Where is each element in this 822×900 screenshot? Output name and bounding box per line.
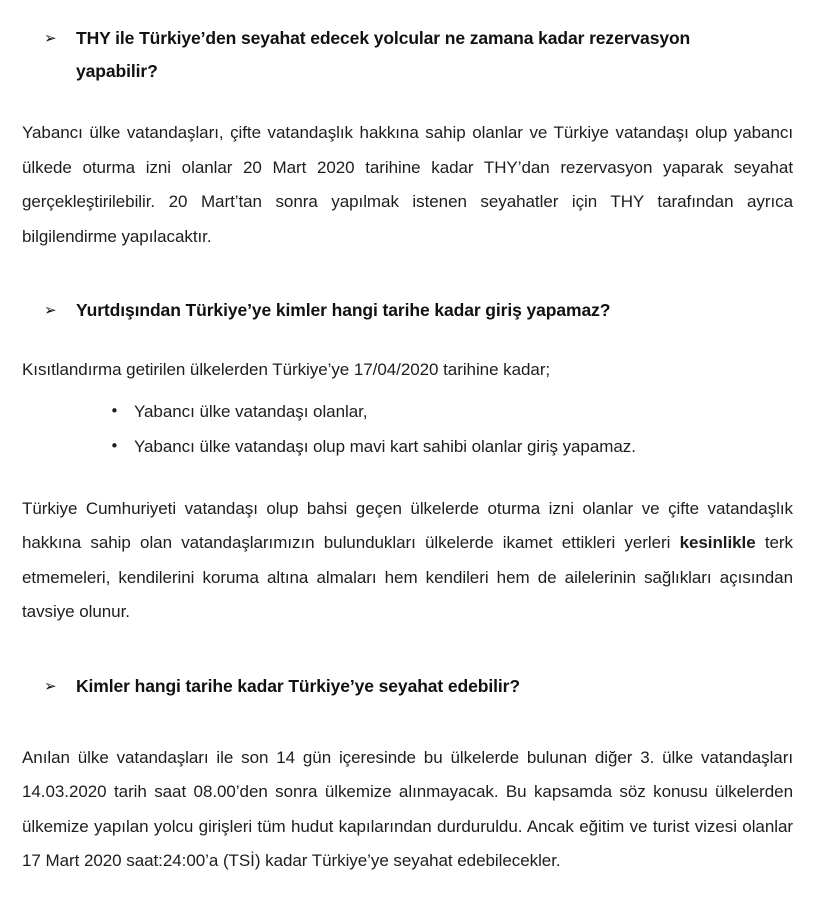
spacer-top xyxy=(0,0,822,22)
spacer-list-para3 xyxy=(0,464,822,492)
list-item-label: Yabancı ülke vatandaşı olanlar, xyxy=(134,401,368,421)
spacer-heading1-para1 xyxy=(0,88,822,116)
arrow-bullet-icon: ➢ xyxy=(44,301,57,319)
list-item xyxy=(0,394,822,429)
spacer-para3-heading3 xyxy=(0,630,822,670)
question-heading-2 xyxy=(0,294,822,327)
arrow-bullet-icon: ➢ xyxy=(44,29,57,47)
restriction-list xyxy=(0,394,822,464)
question-heading-3 xyxy=(0,670,822,703)
question-heading-1 xyxy=(0,22,822,88)
dot-bullet-icon: • xyxy=(110,436,119,455)
spacer-para1-heading2 xyxy=(0,254,822,294)
dot-bullet-icon: • xyxy=(110,401,119,420)
spacer-heading2-para2 xyxy=(0,327,822,353)
list-item-label: Yabancı ülke vatandaşı olup mavi kart sahibi olanlar giriş yapamaz. xyxy=(134,436,636,456)
answer-paragraph-3 xyxy=(0,492,822,630)
para3-segment-plain-2: terk etmemeleri, kendilerini koruma altına almaları hem kendileri hem de ailelerinin sağlıkları açısından tavsiye olunur. xyxy=(22,533,793,621)
question-heading-1-text: THY ile Türkiye’den seyahat edecek yolcular ne zamana kadar rezervasyon yapabilir? xyxy=(76,28,691,81)
question-heading-2-text: Yurtdışından Türkiye’ye kimler hangi tarihe kadar giriş yapamaz? xyxy=(76,300,611,320)
spacer-heading3-para4 xyxy=(0,703,822,741)
answer-paragraph-4: Anılan ülke vatandaşları ile son 14 gün içeresinde bu ülkelerde bulunan diğer 3. ülke vatandaşları 14.03.2020 tarih saat 08.00’den sonra ülkemize alınmayacak. Bu kapsamda söz konusu ülkelerden ülkemize yapılan yolcu girişleri tüm hudut kapılarından durduruldu. Ancak eğitim ve turist vizesi olanlar 17 Mart 2020 saat:24:00’a (TSİ) kadar Türkiye’ye seyahat edebilecekler. xyxy=(22,747,793,870)
arrow-bullet-icon: ➢ xyxy=(44,676,57,695)
para3-emphasis-kesinlikle: kesinlikle xyxy=(679,533,756,552)
question-heading-3-text: Kimler hangi tarihe kadar Türkiye’ye seyahat edebilir? xyxy=(76,675,520,696)
answer-paragraph-2-intro: Kısıtlandırma getirilen ülkelerden Türkiye’ye 17/04/2020 tarihine kadar; xyxy=(22,360,551,379)
list-item xyxy=(0,429,822,464)
answer-paragraph-1: Yabancı ülke vatandaşları, çifte vatandaşlık hakkına sahip olanlar ve Türkiye vatandaşı olup yabancı ülkede oturma izni olanlar 20 Mart 2020 tarihine kadar THY’dan rezervasyon yaparak seyahat gerçekleştirilebilir. 20 Mart’tan sonra yapılmak istenen seyahatler için THY tarafından ayrıca bilgilendirme yapılacaktır. xyxy=(22,123,793,246)
para3-segment-plain-1: Türkiye Cumhuriyeti vatandaşı olup bahsi geçen ülkelerde oturma izni olanlar ve çifte vatandaşlık hakkına sahip olan vatandaşlarımızın bulundukları ülkelerde ikamet ettikleri yerleri xyxy=(22,498,793,552)
